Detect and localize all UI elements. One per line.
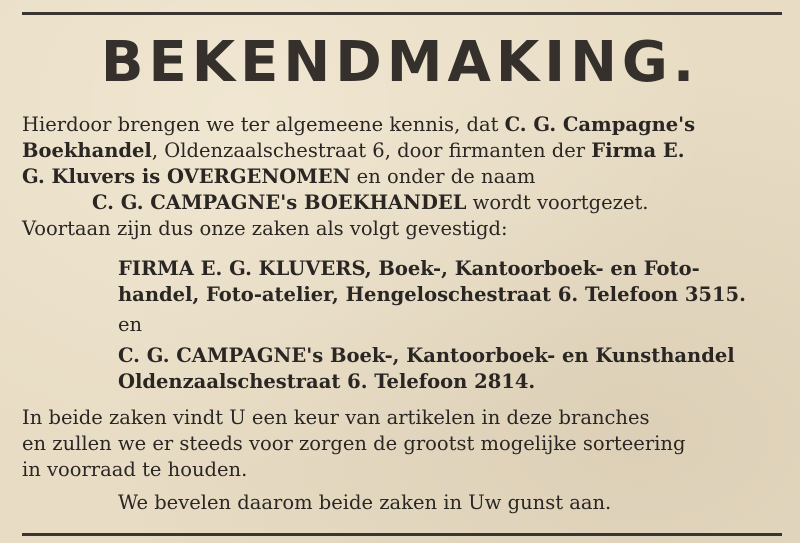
intro-line-1 xyxy=(22,112,695,138)
headline: BEKENDMAKING. xyxy=(100,30,700,95)
intro-line-2 xyxy=(22,138,685,164)
signoff: We bevelen daarom beide zaken in Uw gunst aan. xyxy=(118,491,612,514)
bottom-rule xyxy=(22,533,782,536)
addresses-intro: Voortaan zijn dus onze zaken als volgt gevestigd: xyxy=(22,217,508,240)
intro-bold: Boekhandel xyxy=(22,139,152,162)
intro-bold: Firma E. xyxy=(591,139,685,162)
firm1-line-1: FIRMA E. G. KLUVERS, Boek-, Kantoorboek- en Foto- xyxy=(118,257,700,280)
intro-line-3 xyxy=(22,164,535,190)
firm2-line-1: C. G. CAMPAGNE's Boek-, Kantoorboek- en Kunsthandel xyxy=(118,344,735,367)
intro-text: Hierdoor brengen we ter algemeene kennis, dat xyxy=(22,113,505,136)
intro-bold: C. G. Campagne's xyxy=(504,113,696,136)
closing-line-3: in voorraad te houden. xyxy=(22,458,248,481)
intro-line-4 xyxy=(92,190,648,216)
top-rule xyxy=(22,12,782,15)
intro-text: wordt voortgezet. xyxy=(466,191,649,214)
closing-line-2: en zullen we er steeds voor zorgen de grootst mogelijke sorteering xyxy=(22,432,686,455)
intro-bold: C. G. CAMPAGNE's BOEKHANDEL xyxy=(92,191,467,214)
intro-text: en onder de naam xyxy=(350,165,536,188)
intro-bold: G. Kluvers is OVERGENOMEN xyxy=(22,165,351,188)
closing-line-1: In beide zaken vindt U een keur van artikelen in deze branches xyxy=(22,406,650,429)
intro-text: , Oldenzaalschestraat 6, door firmanten der xyxy=(151,139,592,162)
connector-text: en xyxy=(118,313,143,336)
firm1-line-2: handel, Foto-atelier, Hengeloschestraat 6. Telefoon 3515. xyxy=(118,283,746,306)
firm2-line-2: Oldenzaalschestraat 6. Telefoon 2814. xyxy=(118,370,536,393)
